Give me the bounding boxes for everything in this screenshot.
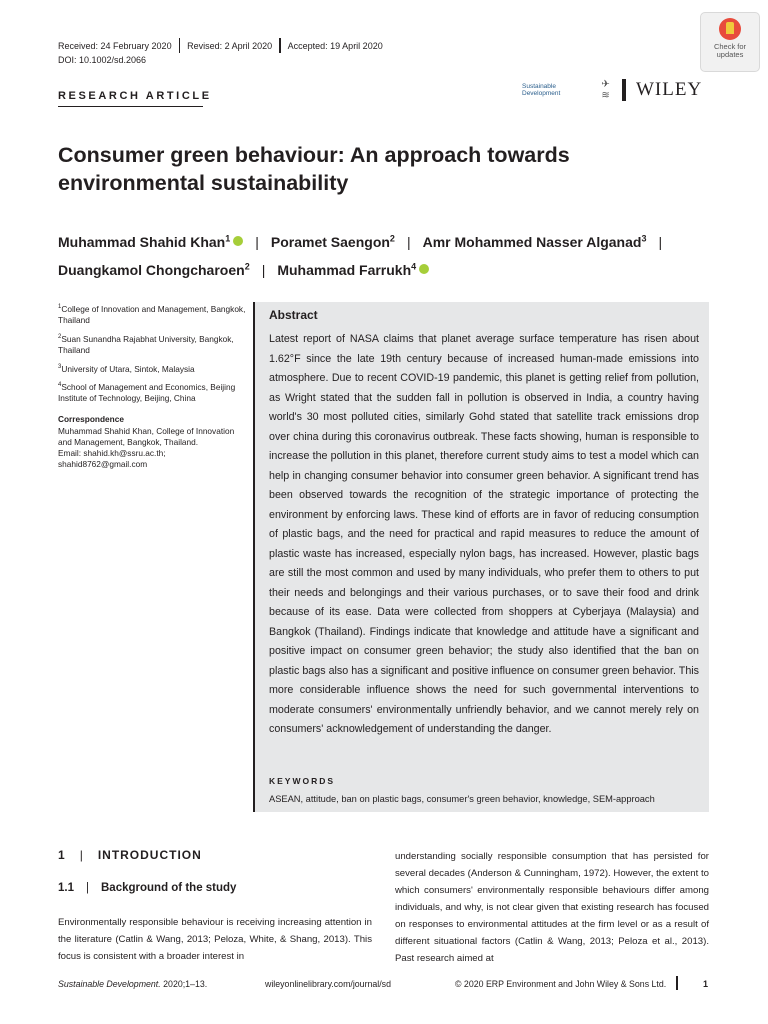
correspondence-label: Correspondence [58,414,124,425]
author[interactable]: Duangkamol Chongcharoen$^2$ [58,261,250,279]
footer-url[interactable]: wileyonlinelibrary.com/journal/sd [265,979,391,989]
affiliation: $^3$University of Utara, Sintok, Malaysia [58,363,195,374]
author[interactable]: Amr Mohammed Nasser Alganad$^3$ [422,233,647,250]
article-type: RESEARCH ARTICLE [58,90,212,102]
author-separator: | [658,233,663,250]
author[interactable]: Muhammad Shahid Khan$^1$ [58,233,231,250]
orcid-icon[interactable] [419,264,429,274]
journal-logo-icon: ✈≋ [601,79,611,101]
abstract-text: Latest report of NASA claims that planet average surface temperature has risen about 1.62°F since the late 19th century because of increased human-made emissions into atmosphere. Due to recent COVID-19 pandemic, this planet is getting relief from pollution, as Wright stated that the sudden fall in pollution is observed in India, a country having world's 30 most polluted cities, similarly Gohd stated that satellite track emissions drop over china during this coronavirus outbreak. These facts showing, human is responsible to increase the pollution in this planet, therefore current study aims to test a model which can help in changing consumer behavior into consumer green behavior. A significant trend has been observed towards the recognition of the strategic importance of protecting the environment by enforcing laws. These kind of efforts are in favor of reducing consumption of plastic bags, and the need for practical and rapid measures to reduce the amount of plastic waste has increased, especially nylon bags, has increased. However, plastic bags are still the most common and used by many individuals, who prefer them to others to put their needs and belongings and their various purchases, or to save their food and drink because of its ease. Data were collected from shoppers at Cyberjaya (Malaysia) and Bangkok (Thailand). Findings indicate that knowledge and attitude have a significant and positive impact on consumer green behavior; the study also identified that the ban on plastic bags also has a significant and positive influence on consumer green behavior. This more considerable influence shows the need for such governmental interventions to moderate consumers' environmentally unfriendly behavior, and we cannot merely rely on consumers' acknowledgement of understanding the danger. [269,333,699,735]
section-heading: 1 | INTRODUCTION [58,848,202,862]
check-for-updates-badge[interactable] [700,12,760,72]
divider [179,38,181,53]
affiliation: $^1$College of Innovation and Management, Bangkok, Thailand [58,303,246,325]
received-date: Received: 24 February 2020 [58,40,172,51]
correspondence-email[interactable]: Email: shahid.kh@ssru.ac.th; shahid8762@gmail.com [58,448,166,470]
author-separator: | [406,233,411,250]
journal-logo-text: Sustainable Development [522,82,561,97]
divider [279,38,281,53]
subsection-heading: 1.1 | Background of the study [58,882,237,894]
article-type-underline [58,106,203,107]
journal-logo [522,79,620,101]
orcid-icon[interactable] [233,236,243,246]
doi[interactable]: DOI: 10.1002/sd.2066 [58,55,147,65]
revised-date: Revised: 2 April 2020 [187,40,273,51]
check-updates-label: Check for updates [713,42,747,59]
logo-divider [622,79,626,101]
publisher-logo: WILEY [636,79,703,100]
body-text-left: Environmentally responsible behaviour is receiving increasing attention in the literature (Catlin & Wang, 2013; Peloza, White, & Shang, 2013). This focus is consistent with a broader interest in [58,917,372,962]
keywords-list: ASEAN, attitude, ban on plastic bags, consumer's green behavior, knowledge, SEM-approach [269,794,655,804]
affiliation: $^4$School of Management and Economics, Beijing Institute of Technology, Beijing, China [58,382,236,404]
author-separator: | [255,233,259,250]
history-dates [58,38,383,53]
footer-citation: Sustainable Development. 2020;1–13. [58,979,208,989]
affiliation: $^2$Suan Sunandha Rajabhat University, Bangkok, Thailand [58,333,234,355]
keywords-heading: KEYWORDS [269,776,336,786]
body-text-right: understanding socially responsible consumption that has persisted for several decades (Anderson & Cunningham, 1972). However, the extent to which consumers' environmentally responsible behaviours differ among individuals, and why, is not clear given that existing research has focused on responses to environmental attitudes at the firm level or as a result of different situational factors (Catlin & Wang, 2013; Peloza et al., 2013). Past research aimed at [395,851,709,964]
author[interactable]: Muhammad Farrukh$^4$ [277,261,417,279]
affiliations [58,302,248,470]
footer-copyright: © 2020 ERP Environment and John Wiley & Sons Ltd. [455,979,667,989]
page-number: 1 [703,979,709,989]
correspondence-text: Muhammad Shahid Khan, College of Innovation and Management, Bangkok, Thailand. Email: shahid.kh@ssru.ac.th; shahid8762@gmail.com [58,426,235,470]
accepted-date: Accepted: 19 April 2020 [287,40,383,51]
author-list [58,226,718,283]
abstract-heading: Abstract [269,308,318,322]
crossmark-icon [719,18,741,40]
footer-divider [676,976,678,990]
author-separator: | [261,262,266,279]
article-title: Consumer green behaviour: An approach towards environmental sustainability [58,143,570,195]
author[interactable]: Poramet Saengon$^2$ [270,233,395,250]
